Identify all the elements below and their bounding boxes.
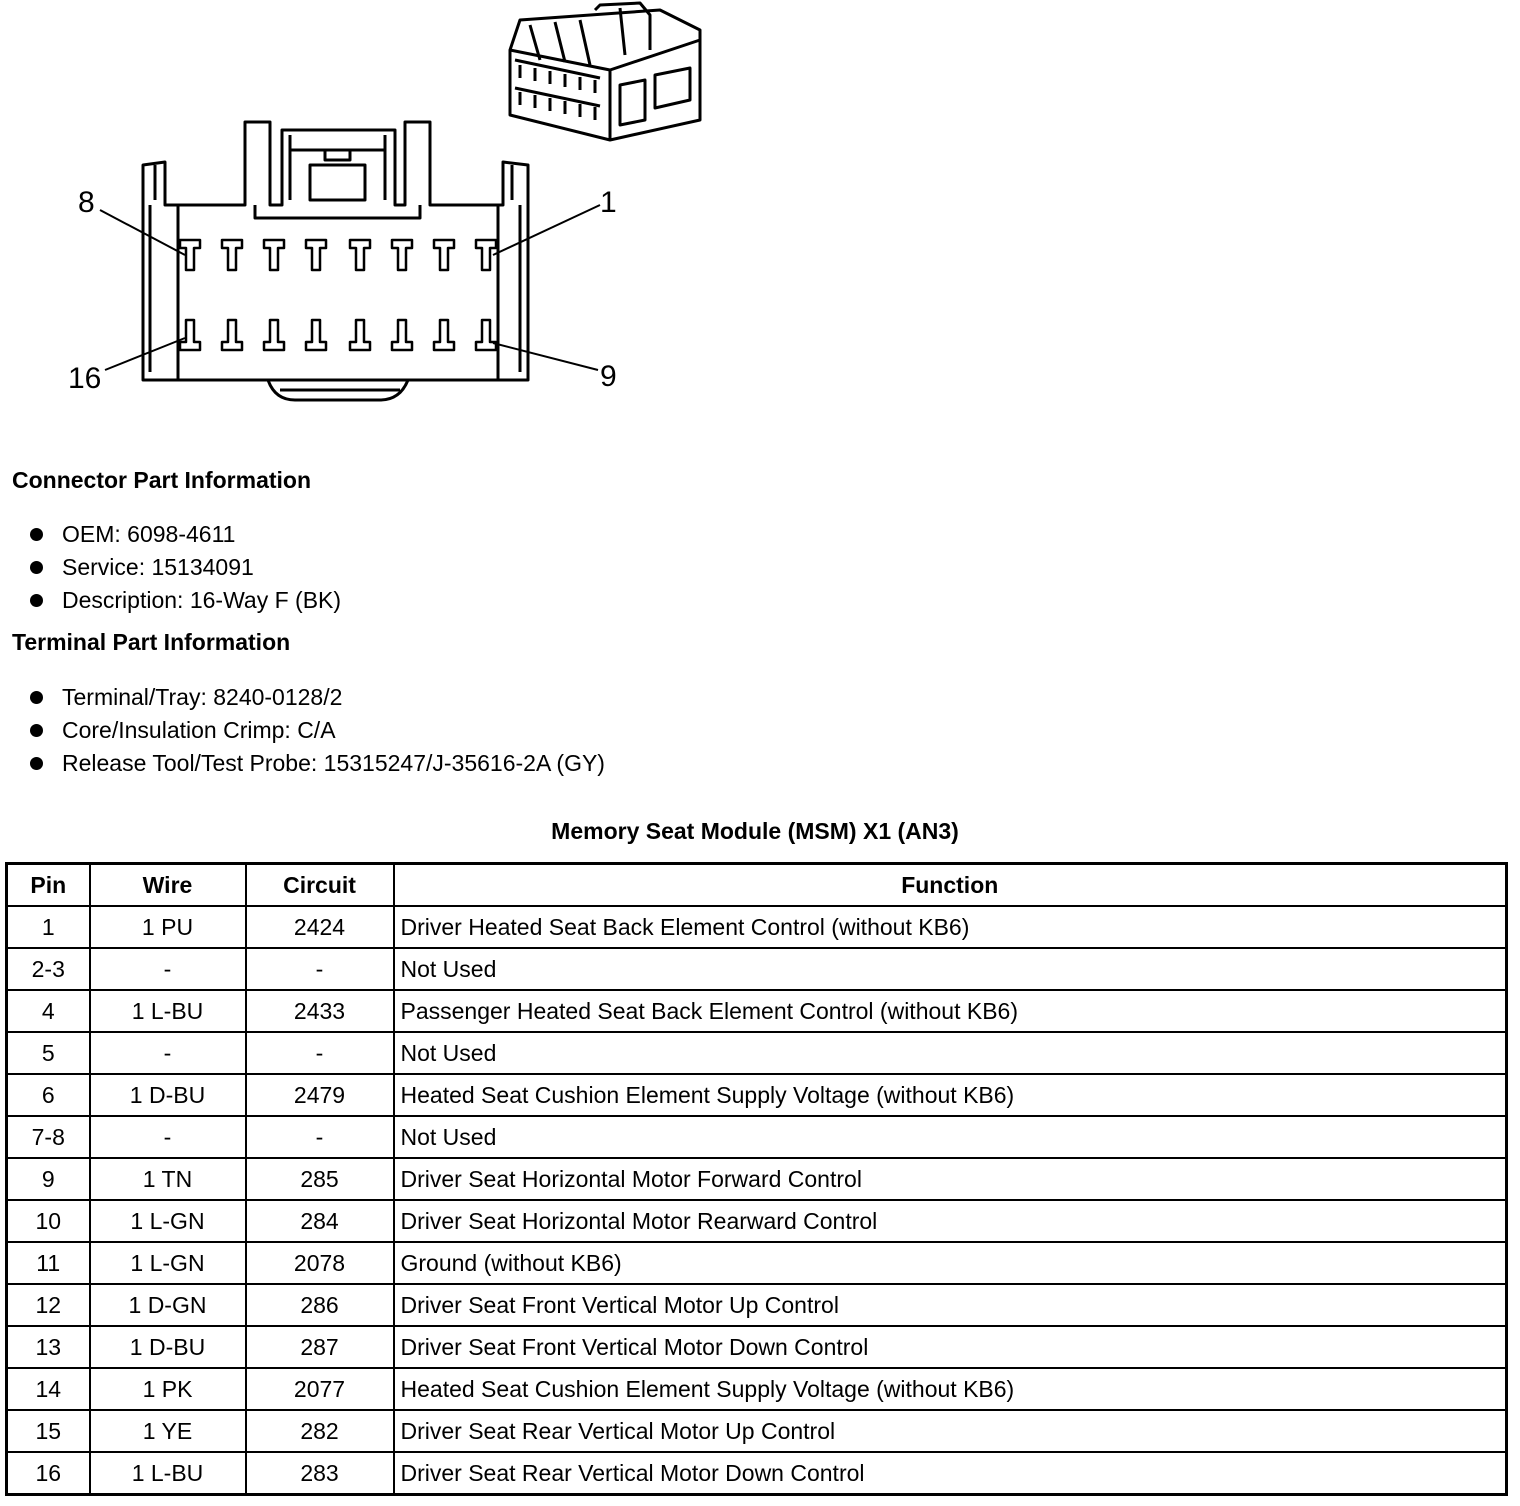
- table-body: [7, 906, 1507, 1495]
- table-title: Memory Seat Module (MSM) X1 (AN3): [551, 818, 959, 844]
- cell-function: Not Used: [394, 948, 1507, 990]
- cell-pin: 4: [7, 990, 90, 1032]
- bullet-icon: [30, 757, 43, 770]
- connector-isometric-view: [510, 3, 700, 140]
- pin-label-8: 8: [78, 186, 95, 219]
- cell-pin: 6: [7, 1074, 90, 1116]
- cell-circuit: 2433: [246, 990, 394, 1032]
- cell-pin: 9: [7, 1158, 90, 1200]
- table-row: [7, 1074, 1507, 1116]
- cell-pin: 13: [7, 1326, 90, 1368]
- cell-circuit: -: [246, 1032, 394, 1074]
- table-row: [7, 906, 1507, 948]
- cell-function: Heated Seat Cushion Element Supply Voltage (without KB6): [394, 1074, 1507, 1116]
- cell-function: Not Used: [394, 1116, 1507, 1158]
- cell-wire: 1 PK: [90, 1368, 246, 1410]
- cell-pin: 7-8: [7, 1116, 90, 1158]
- cell-wire: 1 L-GN: [90, 1242, 246, 1284]
- cell-pin: 12: [7, 1284, 90, 1326]
- table-row: [7, 1242, 1507, 1284]
- connector-face-view: [143, 122, 528, 400]
- cell-circuit: 283: [246, 1452, 394, 1495]
- cell-wire: 1 YE: [90, 1410, 246, 1452]
- table-row: [7, 1032, 1507, 1074]
- connector-diagram: [0, 0, 760, 420]
- terminal-cavities: [180, 240, 496, 350]
- terminal-part-heading: Terminal Part Information: [12, 629, 291, 655]
- table-header-row: [7, 864, 1507, 907]
- cell-pin: 16: [7, 1452, 90, 1495]
- bullet-icon: [30, 691, 43, 704]
- cell-wire: -: [90, 1116, 246, 1158]
- connector-part-list: [30, 518, 341, 617]
- cell-wire: 1 PU: [90, 906, 246, 948]
- bullet-icon: [30, 724, 43, 737]
- header-wire: Wire: [90, 864, 246, 907]
- cell-function: Ground (without KB6): [394, 1242, 1507, 1284]
- header-pin: Pin: [7, 864, 90, 907]
- list-item: Terminal/Tray: 8240-0128/2: [30, 681, 605, 714]
- cell-function: Not Used: [394, 1032, 1507, 1074]
- cell-pin: 15: [7, 1410, 90, 1452]
- list-item: Release Tool/Test Probe: 15315247/J-35616-2A (GY): [30, 747, 605, 780]
- cell-circuit: 287: [246, 1326, 394, 1368]
- bullet-icon: [30, 561, 43, 574]
- bullet-icon: [30, 528, 43, 541]
- cell-wire: 1 L-GN: [90, 1200, 246, 1242]
- pinout-table: [5, 862, 1508, 1496]
- cell-circuit: 286: [246, 1284, 394, 1326]
- bullet-icon: [30, 594, 43, 607]
- cell-circuit: 2424: [246, 906, 394, 948]
- cell-function: Driver Seat Horizontal Motor Forward Control: [394, 1158, 1507, 1200]
- cell-wire: 1 D-BU: [90, 1326, 246, 1368]
- table-row: [7, 1452, 1507, 1495]
- table-row: [7, 1326, 1507, 1368]
- cell-circuit: 285: [246, 1158, 394, 1200]
- cell-wire: 1 L-BU: [90, 1452, 246, 1495]
- cell-function: Driver Seat Rear Vertical Motor Up Control: [394, 1410, 1507, 1452]
- cell-circuit: -: [246, 948, 394, 990]
- cell-circuit: -: [246, 1116, 394, 1158]
- table-row: [7, 1284, 1507, 1326]
- cell-wire: -: [90, 1032, 246, 1074]
- cell-pin: 1: [7, 906, 90, 948]
- cell-circuit: 282: [246, 1410, 394, 1452]
- connector-part-heading: Connector Part Information: [12, 467, 312, 493]
- header-function: Function: [394, 864, 1507, 907]
- cell-function: Driver Seat Front Vertical Motor Down Control: [394, 1326, 1507, 1368]
- list-item: Description: 16-Way F (BK): [30, 584, 341, 617]
- table-row: [7, 948, 1507, 990]
- cell-circuit: 2078: [246, 1242, 394, 1284]
- list-item: Core/Insulation Crimp: C/A: [30, 714, 605, 747]
- pin-label-1: 1: [600, 186, 617, 219]
- table-row: [7, 1368, 1507, 1410]
- cell-function: Driver Seat Front Vertical Motor Up Control: [394, 1284, 1507, 1326]
- cell-pin: 5: [7, 1032, 90, 1074]
- list-item: OEM: 6098-4611: [30, 518, 341, 551]
- cell-wire: -: [90, 948, 246, 990]
- cell-circuit: 2479: [246, 1074, 394, 1116]
- cell-function: Passenger Heated Seat Back Element Control (without KB6): [394, 990, 1507, 1032]
- table-row: [7, 1158, 1507, 1200]
- cell-pin: 11: [7, 1242, 90, 1284]
- cell-circuit: 2077: [246, 1368, 394, 1410]
- table-row: [7, 1200, 1507, 1242]
- cell-function: Driver Heated Seat Back Element Control (without KB6): [394, 906, 1507, 948]
- table-row: [7, 1116, 1507, 1158]
- cell-pin: 2-3: [7, 948, 90, 990]
- cell-wire: 1 TN: [90, 1158, 246, 1200]
- cell-circuit: 284: [246, 1200, 394, 1242]
- pin-label-16: 16: [68, 362, 102, 395]
- terminal-part-list: [30, 681, 605, 780]
- pin-label-9: 9: [600, 360, 617, 393]
- header-circuit: Circuit: [246, 864, 394, 907]
- list-item: Service: 15134091: [30, 551, 341, 584]
- table-row: [7, 1410, 1507, 1452]
- cell-pin: 10: [7, 1200, 90, 1242]
- table-row: [7, 990, 1507, 1032]
- cell-function: Driver Seat Horizontal Motor Rearward Control: [394, 1200, 1507, 1242]
- cell-wire: 1 L-BU: [90, 990, 246, 1032]
- cell-wire: 1 D-GN: [90, 1284, 246, 1326]
- cell-wire: 1 D-BU: [90, 1074, 246, 1116]
- cell-function: Driver Seat Rear Vertical Motor Down Control: [394, 1452, 1507, 1495]
- cell-function: Heated Seat Cushion Element Supply Voltage (without KB6): [394, 1368, 1507, 1410]
- cell-pin: 14: [7, 1368, 90, 1410]
